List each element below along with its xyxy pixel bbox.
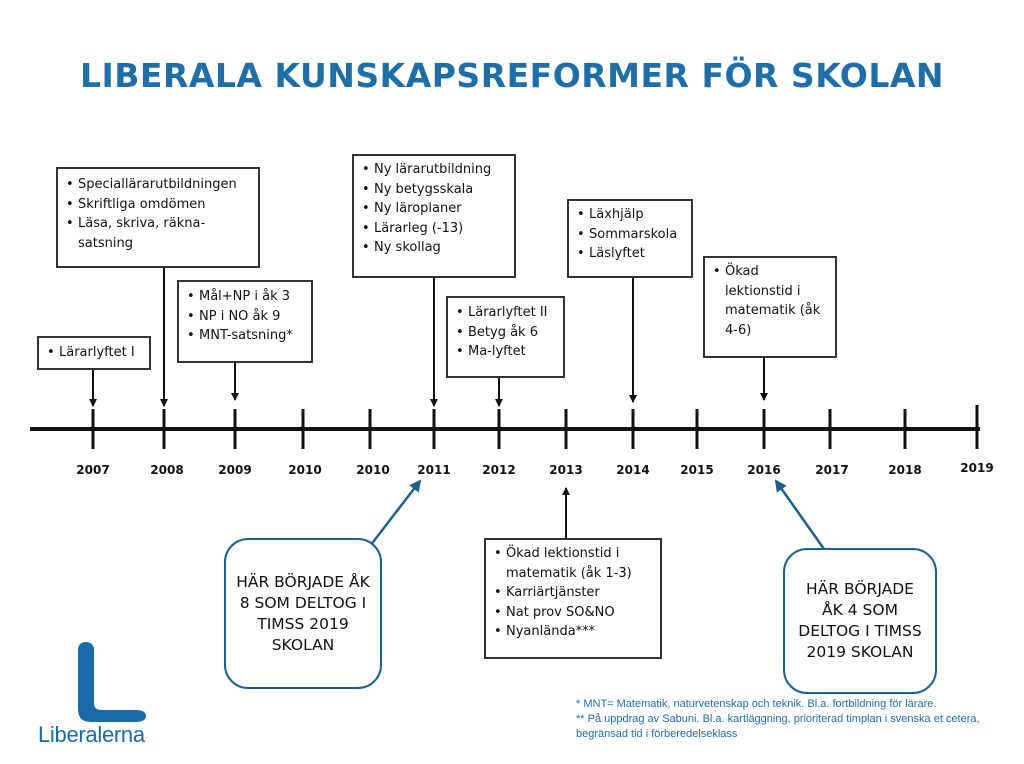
- event-item: • Nyanlända***: [492, 622, 654, 642]
- year-label: 2008: [150, 463, 184, 477]
- event-item: • Mål+NP i åk 3: [185, 287, 305, 307]
- event-box-2008: [56, 167, 260, 268]
- callout-arrow-left: [370, 481, 420, 546]
- event-item: • Skriftliga omdömen: [64, 195, 252, 215]
- event-item: • Betyg åk 6: [454, 323, 557, 343]
- callout-right: [783, 548, 937, 694]
- event-box-2011: [352, 154, 516, 278]
- year-label: 2010: [356, 463, 390, 477]
- logo-text: Liberalerna: [38, 722, 145, 747]
- event-box-2009: [177, 280, 313, 363]
- event-item: • Lärarlyftet I: [45, 343, 143, 363]
- event-item: • Läxhjälp: [575, 205, 685, 225]
- event-item: • Lärarleg (-13): [360, 219, 508, 239]
- event-item: • Nat prov SO&NO: [492, 603, 654, 623]
- year-label: 2007: [76, 463, 110, 477]
- event-box-2012: [446, 296, 565, 378]
- event-item: • Ny lärarutbildning: [360, 160, 508, 180]
- event-item: • MNT-satsning*: [185, 326, 305, 346]
- year-label: 2014: [616, 463, 650, 477]
- event-box-2007: [37, 336, 151, 370]
- event-item: • Speciallärarutbildningen: [64, 175, 252, 195]
- footnotes: [576, 697, 996, 742]
- event-item: • Karriärtjänster: [492, 583, 654, 603]
- liberalerna-logo: [38, 638, 150, 746]
- event-item: • Läsa, skriva, räkna-satsning: [64, 214, 252, 253]
- year-label: 2009: [218, 463, 252, 477]
- event-item: • Ökad lektionstid i matematik (åk 4-6): [711, 262, 827, 340]
- event-box-2016: [703, 256, 837, 358]
- year-label: 2010: [288, 463, 322, 477]
- year-label: 2018: [888, 463, 922, 477]
- event-item: • Ma-lyftet: [454, 342, 557, 362]
- year-label: 2015: [680, 463, 714, 477]
- event-item: • Lärarlyftet II: [454, 303, 557, 323]
- callout-right-text: HÄR BÖRJADE ÅK 4 SOM DELTOG I TIMSS 2019 SKOLAN: [798, 580, 922, 661]
- year-label: 2012: [482, 463, 516, 477]
- footnote-sabuni: ** På uppdrag av Sabuni. Bl.a. kartläggning, prioriterad timplan i svenska et cetera, begränsad tid i förberedelseklass: [576, 713, 980, 740]
- event-item: • Ny skollag: [360, 238, 508, 258]
- year-label: 2019: [960, 461, 994, 475]
- year-label: 2017: [815, 463, 849, 477]
- callout-left: [224, 538, 382, 689]
- event-box-2014: [567, 199, 693, 278]
- event-item: • Ny läroplaner: [360, 199, 508, 219]
- year-label: 2013: [549, 463, 583, 477]
- year-label: 2016: [747, 463, 781, 477]
- event-item: • Läslyftet: [575, 244, 685, 264]
- event-item: • Sommarskola: [575, 225, 685, 245]
- year-label: 2011: [417, 463, 451, 477]
- event-item: • NP i NO åk 9: [185, 307, 305, 327]
- footnote-mnt: * MNT= Matematik, naturvetenskap och teknik. Bl.a. fortbildning för lärare.: [576, 698, 937, 710]
- callout-left-text: HÄR BÖRJADE ÅK 8 SOM DELTOG I TIMSS 2019 SKOLAN: [236, 572, 370, 654]
- event-item: • Ny betygsskala: [360, 180, 508, 200]
- callout-arrow-right: [776, 481, 824, 549]
- liberalerna-l-icon: [74, 642, 146, 722]
- page-title: LIBERALA KUNSKAPSREFORMER FÖR SKOLAN: [79, 56, 945, 95]
- event-box-2013: [484, 538, 662, 659]
- event-item: • Ökad lektionstid i matematik (åk 1-3): [492, 544, 654, 583]
